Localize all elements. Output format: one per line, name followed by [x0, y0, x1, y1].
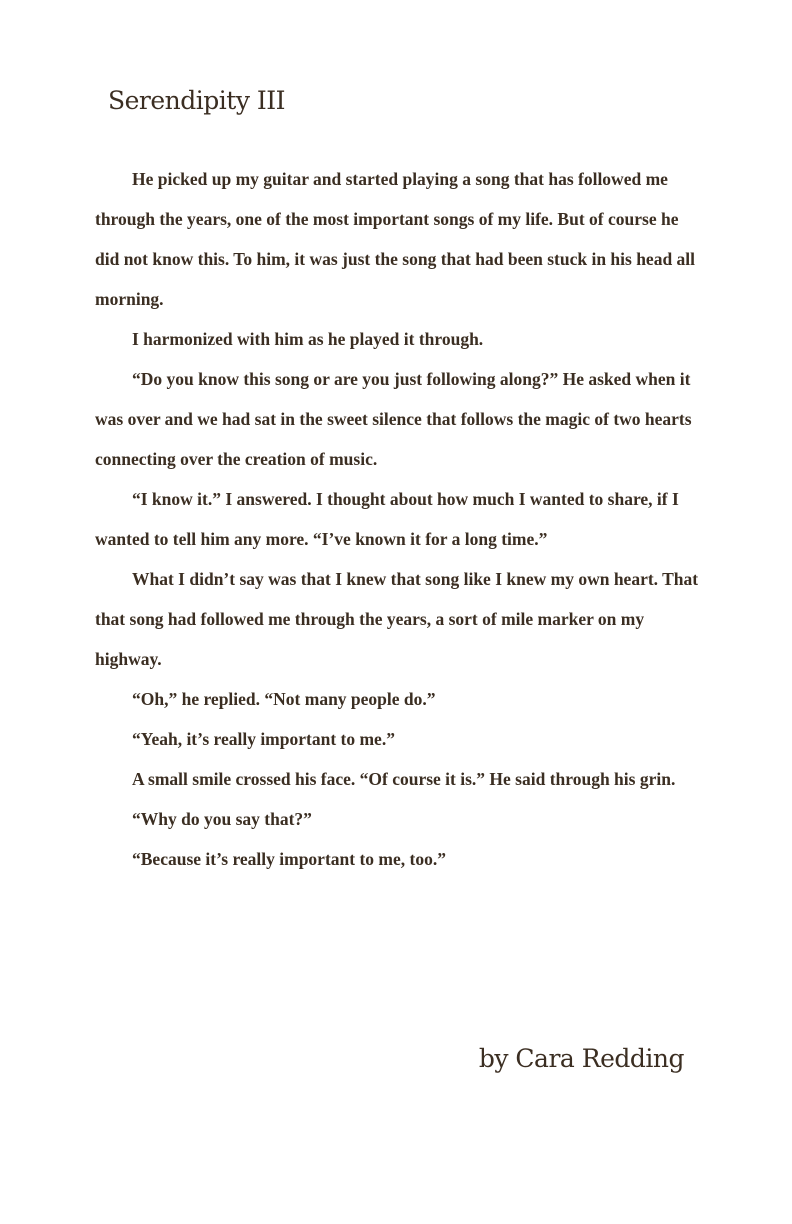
- paragraph: “Yeah, it’s really important to me.”: [132, 729, 395, 749]
- paragraph: “Because it’s really important to me, too.”: [132, 849, 446, 869]
- author-byline: by Cara Redding: [478, 1044, 684, 1073]
- paragraph: A small smile crossed his face. “Of course it is.” He said through his grin.: [132, 769, 676, 789]
- paragraph: He picked up my guitar and started playing a song that has followed me through the years, one of the most important songs of my life. But of course he did not know this. To him, it was just the song that had been stuck in his head all morning.: [95, 169, 696, 309]
- story-body: [95, 159, 705, 879]
- paragraph: “Oh,” he replied. “Not many people do.”: [132, 689, 436, 709]
- paragraph: What I didn’t say was that I knew that song like I knew my own heart. That that song had followed me through the years, a sort of mile marker on my highway.: [95, 569, 699, 669]
- paragraph: “I know it.” I answered. I thought about how much I wanted to share, if I wanted to tell him any more. “I’ve known it for a long time.”: [95, 489, 679, 549]
- document-title: Serendipity III: [108, 86, 286, 115]
- paragraph: “Why do you say that?”: [132, 809, 312, 829]
- paragraph: I harmonized with him as he played it through.: [132, 329, 484, 349]
- paragraph: “Do you know this song or are you just following along?” He asked when it was over and we had sat in the sweet silence that follows the magic of two hearts connecting over the creation of music.: [95, 369, 692, 469]
